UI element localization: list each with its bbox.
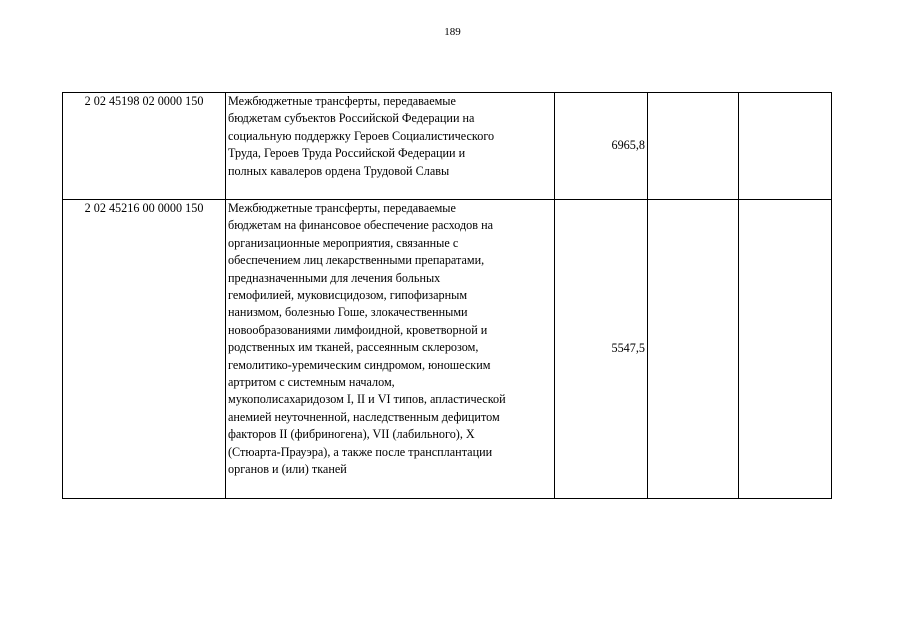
budget-code-cell: 2 02 45216 00 0000 150: [63, 200, 226, 499]
description-line: органов и (или) тканей: [228, 462, 347, 477]
empty-cell: [648, 200, 739, 499]
description-line: Труда, Героев Труда Российской Федерации и: [228, 146, 466, 161]
description-line: предназначенными для лечения больных: [228, 270, 441, 285]
table-row: [63, 93, 832, 200]
description-line: новообразованиями лимфоидной, кроветворной и: [228, 322, 488, 337]
description-line: Межбюджетные трансферты, передаваемые: [228, 201, 456, 215]
description-line: бюджетам субъектов Российской Федерации на: [228, 111, 475, 126]
page-number: 189: [444, 26, 461, 38]
amount-cell: 5547,5: [555, 200, 648, 499]
description-line: организационные мероприятия, связанные с: [228, 235, 459, 250]
description-line: мукополисахаридозом I, II и VI типов, апластической: [228, 392, 506, 407]
description-line: артритом с системным началом,: [228, 375, 395, 390]
description-line: (Стюарта-Прауэра), а также после трансплантации: [228, 444, 493, 459]
description-line: нанизмом, болезнью Гоше, злокачественными: [228, 305, 468, 320]
budget-table: [62, 92, 832, 499]
description-line: бюджетам на финансовое обеспечение расходов на: [228, 218, 493, 233]
table-row: [63, 200, 832, 499]
description-line: социальную поддержку Героев Социалистического: [228, 128, 495, 143]
description-line: анемией неуточненной, наследственным дефицитом: [228, 409, 500, 424]
description-line: полных кавалеров ордена Трудовой Славы: [228, 163, 450, 178]
description-cell: [226, 93, 555, 200]
budget-code-cell: 2 02 45198 02 0000 150: [63, 93, 226, 200]
description-line: гемофилией, муковисцидозом, гипофизарным: [228, 288, 468, 303]
description-line: гемолитико-уремическим синдромом, юношеским: [228, 357, 491, 372]
empty-cell: [739, 93, 832, 200]
empty-cell: [648, 93, 739, 200]
description-cell: [226, 200, 555, 499]
empty-cell: [739, 200, 832, 499]
amount-cell: 6965,8: [555, 93, 648, 200]
description-line: обеспечением лиц лекарственными препаратами,: [228, 253, 485, 268]
description-line: родственных им тканей, рассеянным склерозом,: [228, 340, 479, 355]
description-line: Межбюджетные трансферты, передаваемые: [228, 94, 456, 108]
description-line: факторов II (фибриногена), VII (лабильного), X: [228, 427, 475, 442]
